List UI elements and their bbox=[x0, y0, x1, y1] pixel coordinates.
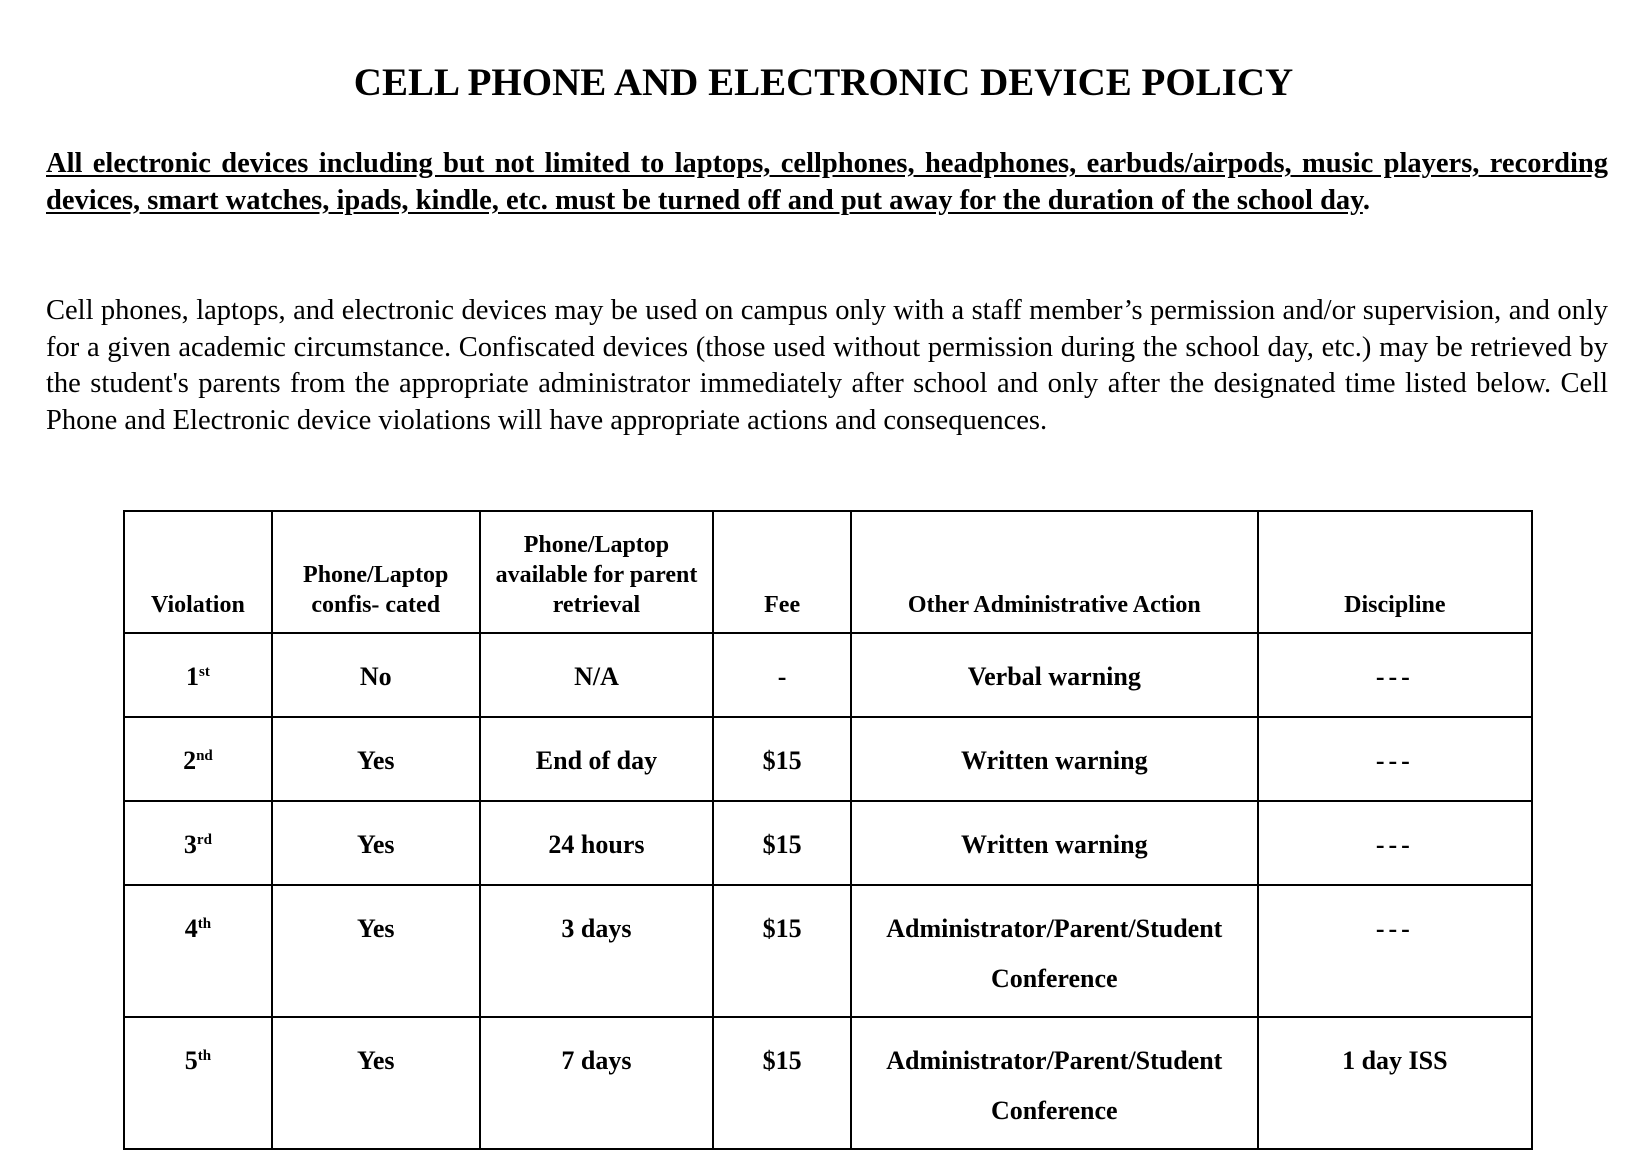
header-confiscated bbox=[272, 511, 480, 633]
discipline-cell: --- bbox=[1258, 717, 1532, 801]
fee-cell: $15 bbox=[713, 801, 851, 885]
fee-cell: $15 bbox=[713, 717, 851, 801]
admin-action-cell: Written warning bbox=[851, 801, 1258, 885]
policy-title: CELL PHONE AND ELECTRONIC DEVICE POLICY bbox=[353, 61, 1294, 104]
header-admin-action bbox=[851, 511, 1258, 633]
header-violation: Violation bbox=[124, 511, 272, 633]
fee-cell: - bbox=[713, 633, 851, 717]
confiscated-cell: Yes bbox=[272, 717, 480, 801]
discipline-cell: --- bbox=[1258, 633, 1532, 717]
discipline-cell: 1 day ISS bbox=[1258, 1017, 1532, 1149]
admin-action-cell: Verbal warning bbox=[851, 633, 1258, 717]
header-retrieval-line: parent retrieval bbox=[552, 562, 698, 618]
retrieval-cell: 7 days bbox=[480, 1017, 714, 1149]
admin-action-cell: Administrator/Parent/Student Conference bbox=[851, 1017, 1258, 1149]
policy-lead-underlined: All electronic devices including but not limited to laptops, cellphones, headphones, earbuds/airpods, music players, recording devices, smart watches, ipads, kindle, etc. must be turned off and put away for the duration of the school day bbox=[46, 148, 1608, 216]
discipline-cell: --- bbox=[1258, 801, 1532, 885]
table-header-row bbox=[124, 511, 1532, 633]
confiscated-cell: No bbox=[272, 633, 480, 717]
header-admin-action-line: Administrative bbox=[973, 592, 1129, 618]
confiscated-cell: Yes bbox=[272, 1017, 480, 1149]
violation-cell: 4th bbox=[124, 885, 272, 1017]
retrieval-cell: N/A bbox=[480, 633, 714, 717]
header-retrieval-line: Phone/Laptop bbox=[523, 532, 670, 558]
table-row bbox=[124, 801, 1532, 885]
header-confiscated-line: confis- cated bbox=[311, 592, 441, 618]
violation-cell: 1st bbox=[124, 633, 272, 717]
table-row bbox=[124, 1017, 1532, 1149]
header-retrieval-line: available for bbox=[495, 562, 624, 588]
header-confiscated-line: Phone/Laptop bbox=[303, 562, 449, 588]
confiscated-cell: Yes bbox=[272, 885, 480, 1017]
violation-table bbox=[123, 510, 1533, 1150]
violation-cell: 2nd bbox=[124, 717, 272, 801]
table-row bbox=[124, 885, 1532, 1017]
policy-body-paragraph: Cell phones, laptops, and electronic devices may be used on campus only with a staff member’s permission and/or supervision, and only for a given academic circumstance. Confiscated devices (those used without permission during the school day, etc.) may be retrieved by the student's parents from the appropriate administrator immediately after school and only after the designated time listed below. Cell Phone and Electronic device violations will have appropriate actions and consequences. bbox=[46, 295, 1608, 436]
header-admin-action-line: Action bbox=[1132, 592, 1201, 618]
header-discipline: Discipline bbox=[1258, 511, 1532, 633]
retrieval-cell: End of day bbox=[480, 717, 714, 801]
fee-cell: $15 bbox=[713, 885, 851, 1017]
violation-cell: 5th bbox=[124, 1017, 272, 1149]
admin-action-cell: Administrator/Parent/Student Conference bbox=[851, 885, 1258, 1017]
header-retrieval bbox=[480, 511, 714, 633]
fee-cell: $15 bbox=[713, 1017, 851, 1149]
table-row bbox=[124, 633, 1532, 717]
table-row bbox=[124, 717, 1532, 801]
admin-action-cell: Written warning bbox=[851, 717, 1258, 801]
policy-lead-statement bbox=[46, 146, 1608, 219]
header-admin-action-line: Other bbox=[907, 592, 969, 618]
header-fee: Fee bbox=[713, 511, 851, 633]
discipline-cell: --- bbox=[1258, 885, 1532, 1017]
retrieval-cell: 24 hours bbox=[480, 801, 714, 885]
confiscated-cell: Yes bbox=[272, 801, 480, 885]
violation-cell: 3rd bbox=[124, 801, 272, 885]
policy-lead-period: . bbox=[1362, 184, 1370, 216]
retrieval-cell: 3 days bbox=[480, 885, 714, 1017]
